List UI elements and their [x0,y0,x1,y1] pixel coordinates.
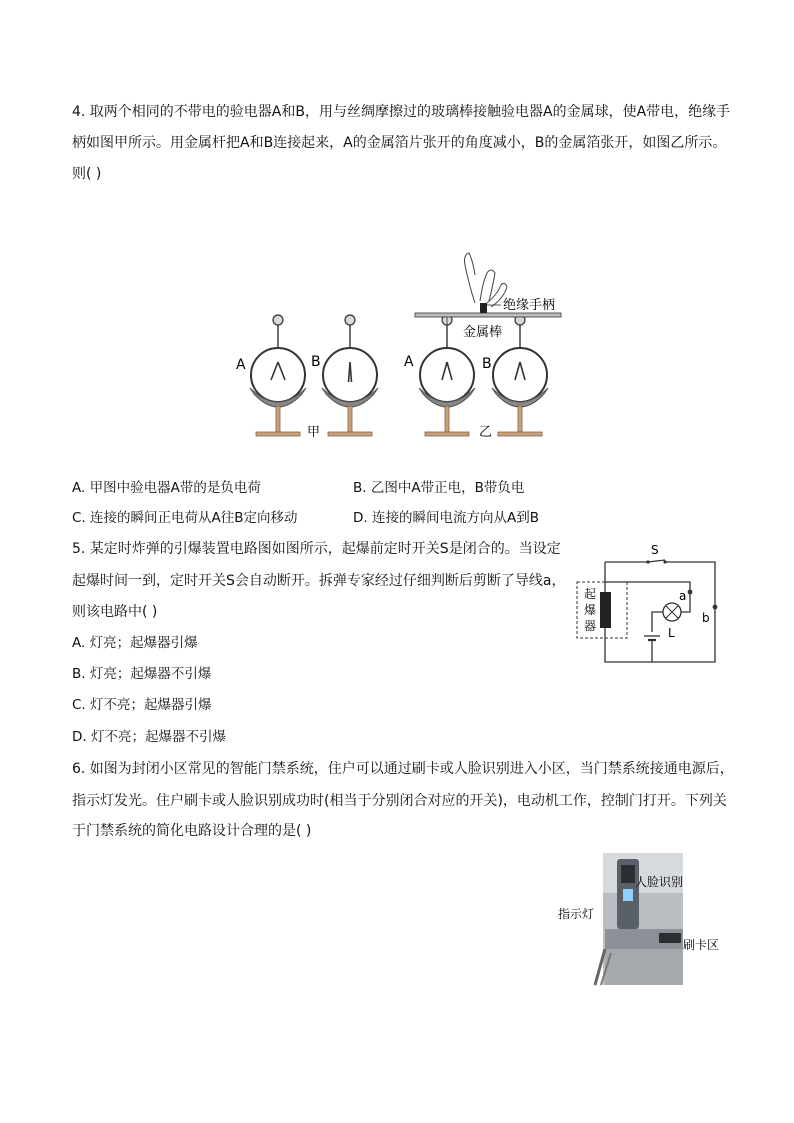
access-gate-photo [555,853,730,988]
q4-option-b: B. 乙图中A带正电，B带负电 [353,480,525,496]
q6-stem-line-2: 指示灯发光。住户刷卡或人脸识别成功时(相当于分别闭合对应的开关)，电动机工作，控制门打开。下列关 [72,793,727,809]
detonator-circuit [570,540,730,670]
detonator-char-2: 爆 [584,603,597,617]
q4-stem-line-3: 则( ) [72,166,102,182]
q5-stem-line-1: 5. 某定时炸弹的引爆装置电路图如图所示，起爆前定时开关S是闭合的。当设定 [72,541,561,557]
q4-option-c: C. 连接的瞬间正电荷从A往B定向移动 [72,510,298,526]
label-b-left: B [311,354,321,370]
caption-jia: 甲 [307,425,321,440]
face-recognition-label: 人脸识别 [635,875,684,889]
label-a-left: A [236,357,246,373]
handle-label: 绝缘手柄 [503,298,556,313]
label-a-right: A [404,354,414,370]
q6-stem-line-1: 6. 如图为封闭小区常见的智能门禁系统，住户可以通过刷卡或人脸识别进入小区，当门禁系统接通电源后， [72,761,734,777]
detonator-char-1: 起 [584,587,597,601]
q5-option-b: B. 灯亮；起爆器不引爆 [72,666,212,682]
q4-option-d: D. 连接的瞬间电流方向从A到B [353,510,539,526]
q5-stem-line-3: 则该电路中( ) [72,604,158,620]
q4-stem-line-2: 柄如图甲所示。用金属杆把A和B连接起来，A的金属箔片张开的角度减小，B的金属箔张开，如图乙所示。 [72,135,727,151]
q5-option-a: A. 灯亮；起爆器引爆 [72,635,198,651]
q4-option-a: A. 甲图中验电器A带的是负电荷 [72,480,261,496]
q5-option-c: C. 灯不亮；起爆器引爆 [72,697,212,713]
detonator-char-3: 器 [584,619,597,633]
lamp-label: L [668,626,675,640]
indicator-light-label: 指示灯 [558,907,595,921]
q6-stem-line-3: 于门禁系统的简化电路设计合理的是( ) [72,823,312,839]
q5-stem-line-2: 起爆时间一到，定时开关S会自动断开。拆弹专家经过仔细判断后剪断了导线a， [72,573,566,589]
wire-b-label: b [702,611,710,625]
q5-option-d: D. 灯不亮；起爆器不引爆 [72,729,226,745]
electroscope-figure [225,245,570,445]
rod-label: 金属棒 [463,325,503,340]
q4-stem-line-1: 4. 取两个相同的不带电的验电器A和B，用与丝绸摩擦过的玻璃棒接触验电器A的金属球，使A带电，绝缘手 [72,104,731,120]
switch-label: S [651,543,659,557]
wire-a-label: a [679,589,687,603]
label-b-right: B [482,356,492,372]
card-area-label: 刷卡区 [683,938,720,952]
caption-yi: 乙 [479,425,493,440]
